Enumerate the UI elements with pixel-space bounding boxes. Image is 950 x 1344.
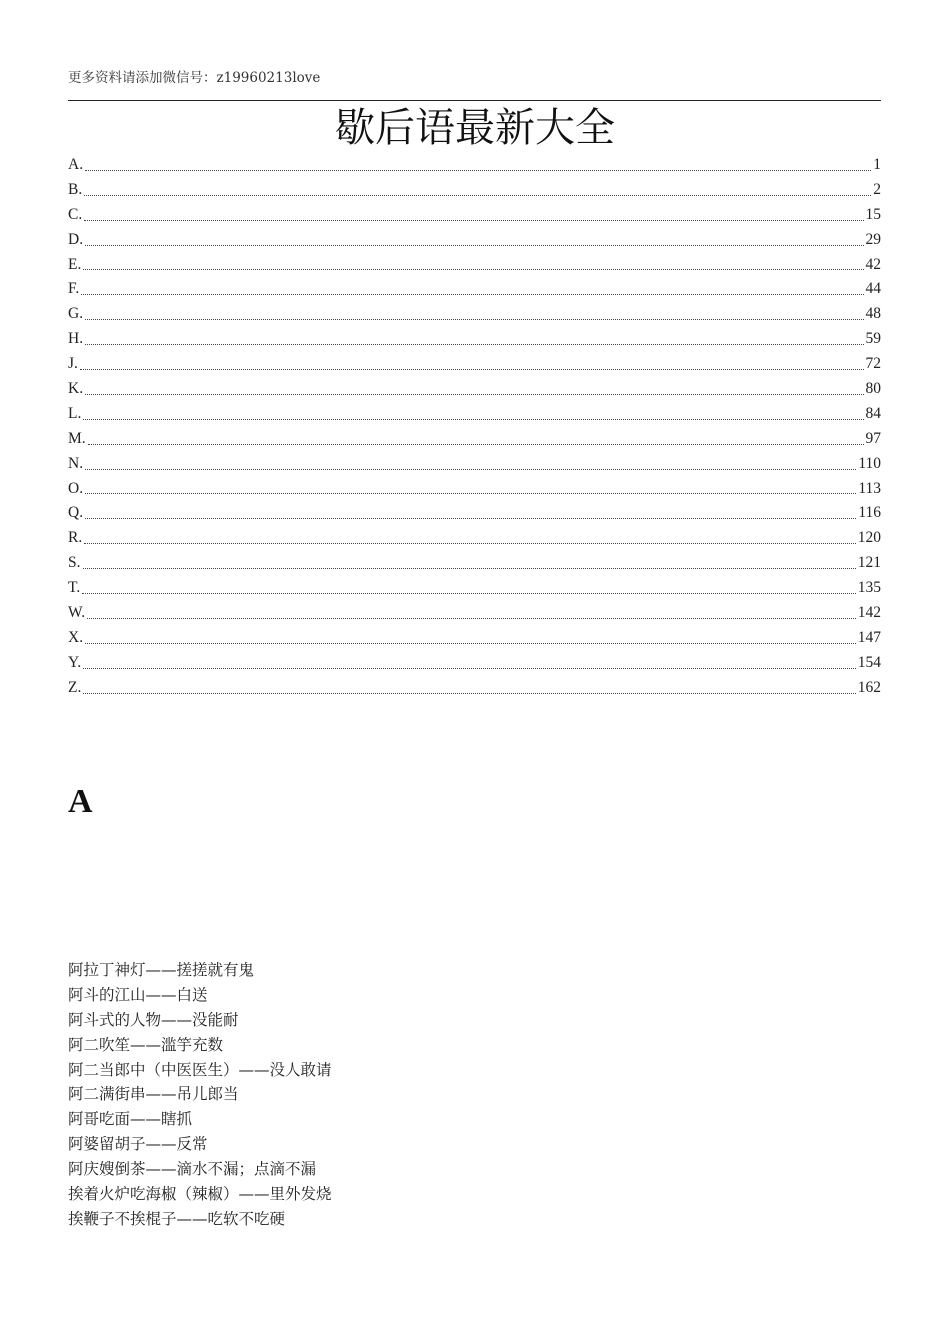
toc-entry-z[interactable] xyxy=(68,676,881,701)
toc-entry-c[interactable] xyxy=(68,203,881,228)
toc-entry-h[interactable] xyxy=(68,327,881,352)
toc-entry-page-number: 15 xyxy=(865,205,881,223)
toc-entry-page-number: 97 xyxy=(865,429,881,447)
toc-dot-leader xyxy=(81,293,863,295)
toc-entry-letter: Q. xyxy=(68,504,84,522)
toc-entry-n[interactable] xyxy=(68,452,881,477)
toc-dot-leader xyxy=(83,692,855,694)
toc-dot-leader xyxy=(83,567,856,569)
entry-item: 阿婆留胡子——反常 xyxy=(68,1135,208,1154)
toc-entry-page-number: 154 xyxy=(857,653,881,671)
toc-entry-q[interactable] xyxy=(68,501,881,526)
toc-entry-m[interactable] xyxy=(68,427,881,452)
toc-entry-t[interactable] xyxy=(68,576,881,601)
toc-dot-leader xyxy=(85,393,863,395)
toc-entry-letter: F. xyxy=(68,280,80,298)
toc-dot-leader xyxy=(85,244,863,246)
toc-entry-letter: T. xyxy=(68,579,81,597)
toc-entry-page-number: 135 xyxy=(857,579,881,597)
toc-entry-x[interactable] xyxy=(68,626,881,651)
entry-item: 阿二当郎中（中医医生）——没人敢请 xyxy=(68,1060,332,1079)
toc-entry-letter: A. xyxy=(68,155,84,173)
toc-entry-page-number: 120 xyxy=(857,529,881,547)
toc-dot-leader xyxy=(85,492,856,494)
toc-dot-leader xyxy=(85,468,856,470)
toc-dot-leader xyxy=(84,219,863,221)
toc-entry-letter: C. xyxy=(68,205,83,223)
toc-dot-leader xyxy=(88,443,864,445)
toc-entry-page-number: 1 xyxy=(873,155,881,173)
entry-item: 阿庆嫂倒茶——滴水不漏；点滴不漏 xyxy=(68,1160,317,1179)
toc-dot-leader xyxy=(85,343,863,345)
header-note: 更多资料请添加微信号：z19960213love xyxy=(68,70,321,86)
toc-dot-leader xyxy=(84,194,871,196)
toc-entry-letter: N. xyxy=(68,454,84,472)
toc-entry-r[interactable] xyxy=(68,526,881,551)
entry-list xyxy=(68,958,332,1232)
toc-entry-letter: H. xyxy=(68,330,84,348)
toc-entry-page-number: 2 xyxy=(873,180,881,198)
toc-entry-page-number: 142 xyxy=(857,604,881,622)
toc-entry-y[interactable] xyxy=(68,651,881,676)
toc-entry-letter: W. xyxy=(68,604,86,622)
toc-dot-leader xyxy=(85,318,863,320)
toc-dot-leader xyxy=(85,169,871,171)
toc-entry-letter: K. xyxy=(68,380,84,397)
document-title: 歇后语最新大全 xyxy=(335,105,615,151)
toc-entry-page-number: 110 xyxy=(858,454,881,472)
toc-dot-leader xyxy=(80,368,864,370)
section-heading: A xyxy=(68,783,93,820)
toc-entry-letter: S. xyxy=(68,554,81,572)
toc-dot-leader xyxy=(83,268,863,270)
toc-entry-letter: Z. xyxy=(68,678,82,696)
toc-entry-s[interactable] xyxy=(68,551,881,576)
toc-entry-letter: M. xyxy=(68,429,86,447)
entry-item: 阿斗式的人物——没能耐 xyxy=(68,1010,239,1029)
entry-item: 阿哥吃面——瞎抓 xyxy=(68,1110,193,1129)
toc-dot-leader xyxy=(84,542,856,544)
toc-entry-j[interactable] xyxy=(68,352,881,377)
toc-entry-letter: D. xyxy=(68,230,84,248)
table-of-contents xyxy=(68,153,881,701)
toc-entry-letter: E. xyxy=(68,255,82,273)
toc-dot-leader xyxy=(85,642,856,644)
toc-entry-page-number: 29 xyxy=(865,230,881,248)
toc-dot-leader xyxy=(83,418,863,420)
toc-entry-page-number: 162 xyxy=(857,678,881,696)
toc-entry-k[interactable] xyxy=(68,377,881,402)
toc-entry-page-number: 59 xyxy=(865,330,881,348)
toc-entry-page-number: 121 xyxy=(857,554,881,572)
toc-dot-leader xyxy=(85,517,856,519)
toc-entry-page-number: 116 xyxy=(858,504,881,522)
toc-entry-f[interactable] xyxy=(68,277,881,302)
toc-dot-leader xyxy=(87,617,856,619)
toc-entry-page-number: 113 xyxy=(858,479,881,497)
entry-item: 阿拉丁神灯——搓搓就有鬼 xyxy=(68,961,255,979)
toc-entry-e[interactable] xyxy=(68,253,881,278)
toc-entry-page-number: 48 xyxy=(865,305,881,323)
toc-entry-d[interactable] xyxy=(68,228,881,253)
toc-entry-letter: L. xyxy=(68,404,82,422)
entry-item: 挨着火炉吃海椒（辣椒）——里外发烧 xyxy=(68,1185,332,1204)
toc-entry-page-number: 42 xyxy=(865,255,881,273)
toc-entry-l[interactable] xyxy=(68,402,881,427)
entry-item: 阿二吹笙——滥竽充数 xyxy=(68,1035,224,1054)
toc-entry-letter: R. xyxy=(68,529,83,547)
toc-entry-page-number: 80 xyxy=(865,380,881,397)
toc-entry-page-number: 72 xyxy=(865,355,881,373)
toc-entry-letter: O. xyxy=(68,479,84,497)
toc-entry-page-number: 147 xyxy=(857,628,881,646)
toc-entry-g[interactable] xyxy=(68,302,881,327)
toc-dot-leader xyxy=(82,592,856,594)
entry-item: 挨鞭子不挨棍子——吃软不吃硬 xyxy=(68,1209,286,1228)
header-divider xyxy=(68,100,881,101)
toc-entry-a[interactable] xyxy=(68,153,881,178)
toc-entry-letter: J. xyxy=(68,355,78,373)
toc-entry-o[interactable] xyxy=(68,477,881,502)
entry-item: 阿二满街串——吊儿郎当 xyxy=(68,1085,239,1104)
toc-entry-page-number: 84 xyxy=(865,404,881,422)
toc-dot-leader xyxy=(83,667,856,669)
toc-entry-letter: B. xyxy=(68,180,83,198)
entry-item: 阿斗的江山——白送 xyxy=(68,985,208,1004)
toc-entry-letter: Y. xyxy=(68,653,82,671)
toc-entry-b[interactable] xyxy=(68,178,881,203)
toc-entry-letter: X. xyxy=(68,628,84,646)
toc-entry-letter: G. xyxy=(68,305,84,323)
toc-entry-page-number: 44 xyxy=(865,280,881,298)
toc-entry-w[interactable] xyxy=(68,601,881,626)
